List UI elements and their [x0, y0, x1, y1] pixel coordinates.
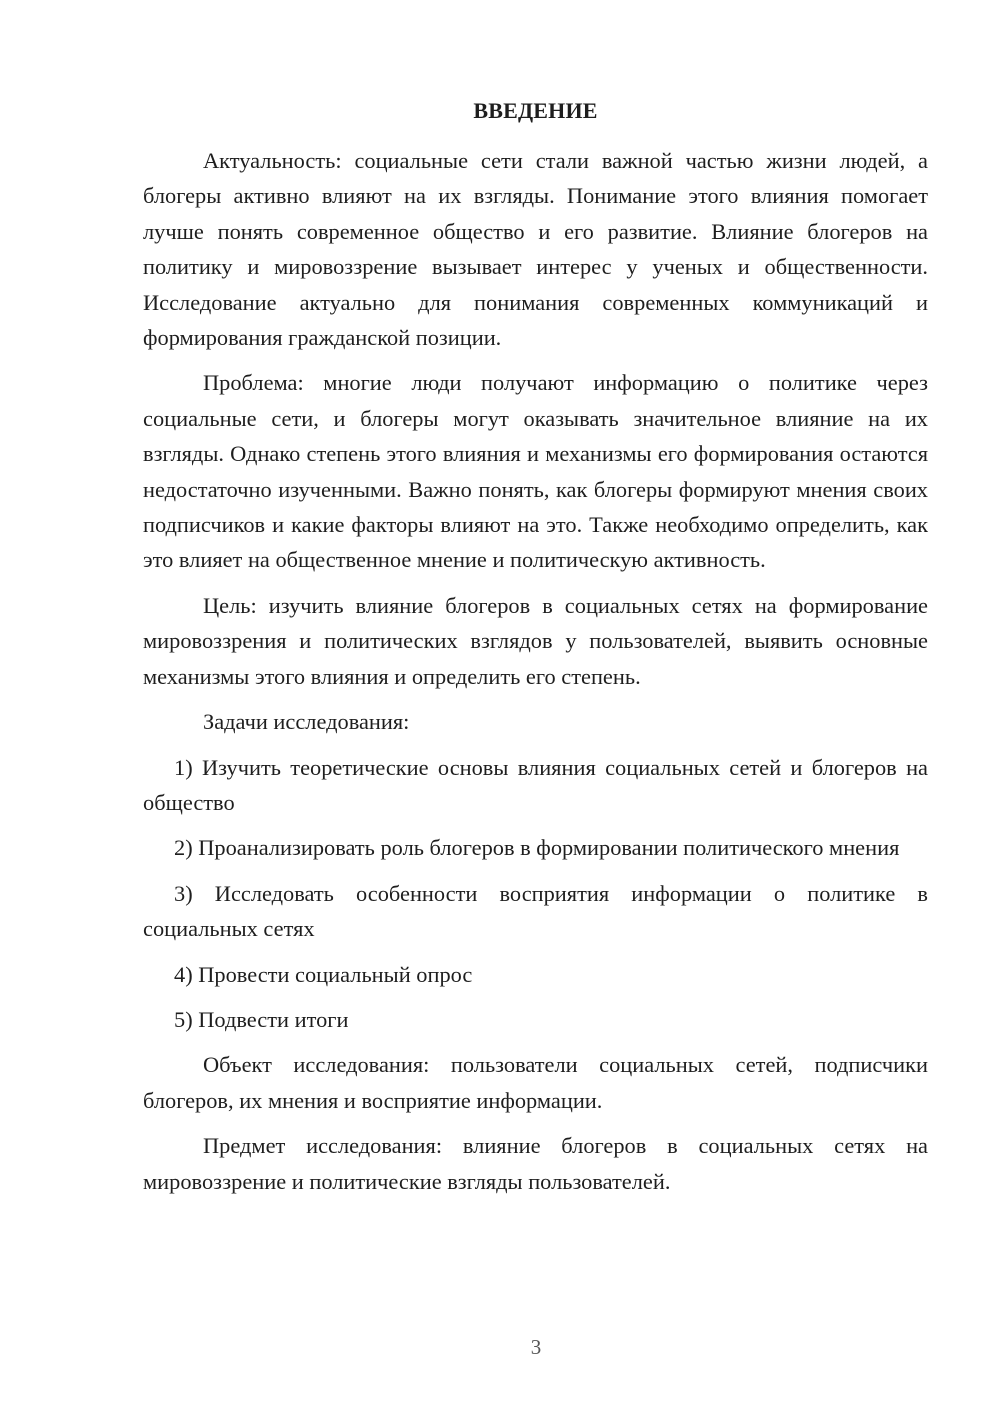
tasks-list [143, 750, 928, 1038]
task-item-2: 2) Проанализировать роль блогеров в формировании политического мнения [174, 835, 900, 861]
task-item-5: 5) Подвести итоги [174, 1006, 349, 1032]
task-item-4: 4) Провести социальный опрос [174, 961, 473, 987]
page-number: 3 [530, 1335, 542, 1359]
subject-paragraph: Предмет исследования: влияние блогеров в социальных сетях на мировоззрение и политические взгляды пользователей. [143, 1133, 928, 1194]
tasks-heading: Задачи исследования: [203, 709, 410, 735]
task-item-3: 3) Исследовать особенности восприятия информации о политике в социальных сетях [143, 880, 928, 942]
relevance-paragraph: Актуальность: социальные сети стали важной частью жизни людей, а блогеры активно влияют на их взгляды. Понимание этого влияния помогает лучше понять современное общество и его развитие. Влияние блогеров на политику и мировоззрение вызывает интерес у ученых и общественности. Исследование актуально для понимания современных коммуникаций и формирования гражданской позиции. [143, 148, 928, 351]
problem-paragraph: Проблема: многие люди получают информацию о политике через социальные сети, и блогеры могут оказывать значительное влияние на их взгляды. Однако степень этого влияния и механизмы его формирования остаются недостаточно изученными. Важно понять, как блогеры формируют мнения своих подписчиков и какие факторы влияют на это. Также необходимо определить, как это влияет на общественное мнение и политическую активность. [143, 370, 928, 573]
document-body [143, 143, 928, 1209]
page-title: ВВЕДЕНИЕ [473, 98, 598, 123]
object-paragraph: Объект исследования: пользователи социальных сетей, подписчики блогеров, их мнения и восприятие информации. [143, 1052, 928, 1113]
goal-paragraph: Цель: изучить влияние блогеров в социальных сетях на формирование мировоззрения и политических взглядов у пользователей, выявить основные механизмы этого влияния и определить его степень. [143, 592, 928, 689]
task-item-1: 1) Изучить теоретические основы влияния социальных сетей и блогеров на общество [143, 754, 928, 815]
